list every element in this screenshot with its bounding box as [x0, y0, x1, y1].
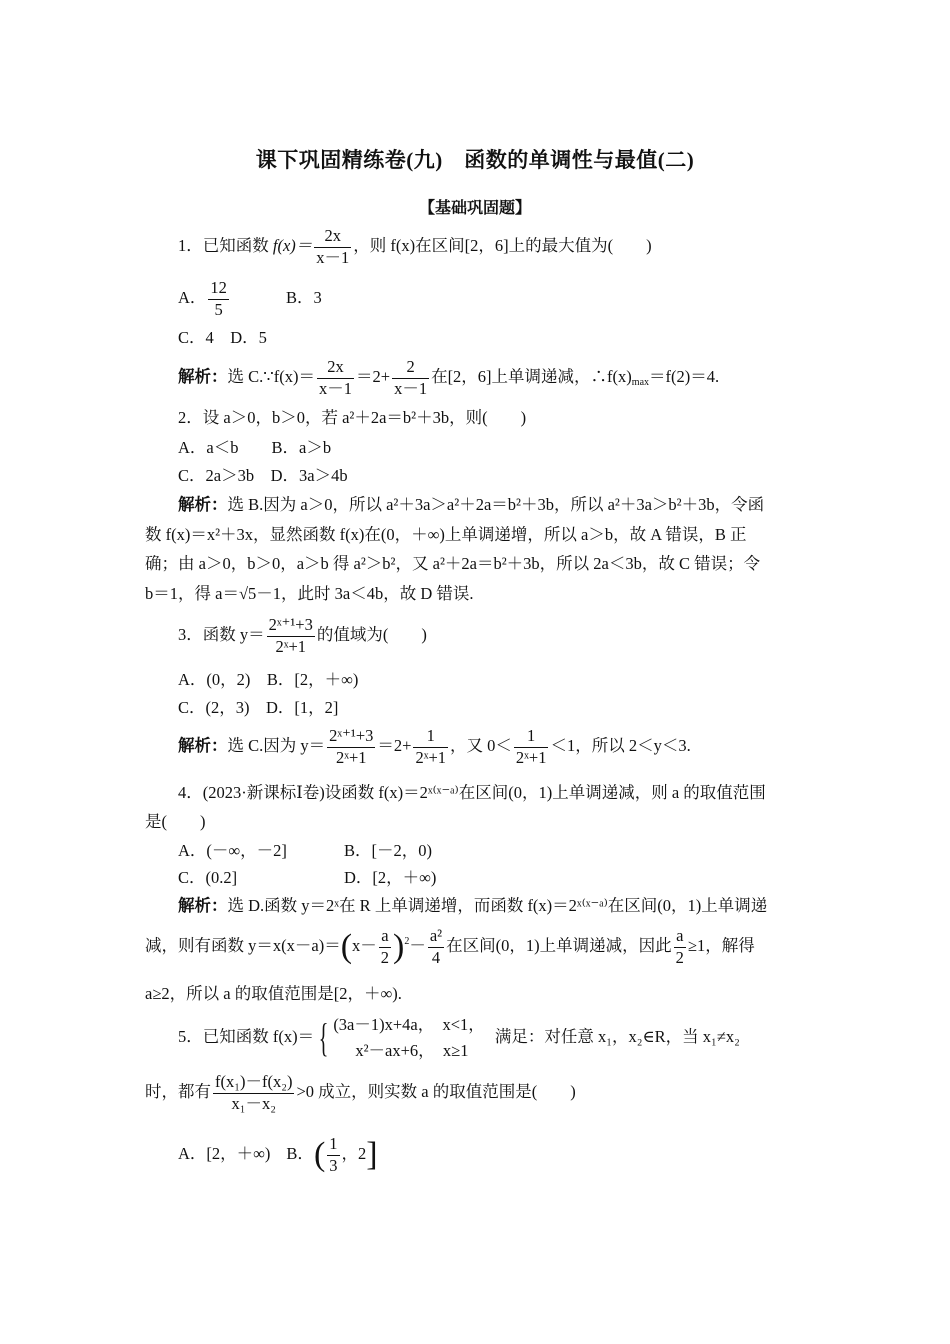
section-heading: 【基础巩固题】	[418, 200, 531, 217]
question-3-solution: 解析：选 C.因为 y＝ $\frac{\text{2ˣ⁺¹+3}}{\text{2ˣ+1}}$ ＝2+ $\frac{1}{\text{2ˣ+1}}$ ，又 0＜ $\frac{1}{\text{2ˣ+1}}$ ＜1，所以 2＜y＜3.	[178, 726, 691, 767]
question-1-solution: 解析：选 C.∵f(x)＝ $\frac{2x}{x-1}$ ＝2+ $\frac{2}{x-1}$ 在[2，6]上单调递减，$\therefore f(x)_{max}=f(2)=4$.	[178, 357, 720, 398]
question-1-stem: 1．已知函数 f(x)＝ $\frac{2x}{x-1}$ ，则 f(x)在区间[2，6]上的最大值为( )	[178, 226, 652, 267]
fraction: $\frac{2x}{x-1}$	[316, 226, 350, 267]
page-title: 课下巩固精练卷(九) 函数的单调性与最值(二)	[255, 148, 695, 172]
question-2-options-cd: C．2a＞3b D．3a＞4b	[178, 466, 348, 485]
question-2-solution-line-1: 解析：选 B.因为 a＞0，所以 a²＋3a＞a²＋2a＝b²＋3b，所以 a²＋3a＞b²＋3b，令函	[178, 495, 765, 514]
question-2-solution-line-4: b＝1，得 a＝√5－1，此时 3a＜4b，故 D 错误.	[145, 584, 474, 603]
question-5-stem: 5．已知函数 f(x)＝ { (3a－1)x+4a， x<1， x²－ax+6， x≥1 满足：对任意 x₁，x₂∈R，当 x₁≠x₂	[178, 1012, 740, 1065]
question-4-solution-line-1: 解析：选 D.函数 y＝2ˣ在 R 上单调递增，而函数 f(x)＝2ˣ⁽ˣ⁻ᵃ⁾在区间(0，1)上单调递	[178, 896, 768, 915]
question-4-stem-line-1: 4．(2023·新课标Ⅰ卷)设函数 f(x)＝2ˣ⁽ˣ⁻ᵃ⁾在区间(0，1)上单调递减，则 a 的取值范围	[178, 783, 766, 802]
question-4-option-c: C．(0.2]	[178, 868, 238, 887]
question-5-options: A．[2，＋∞) B．( $\frac{1}{3}$ ，2]	[178, 1134, 378, 1175]
question-2-solution-line-2: 数 f(x)＝x²＋3x，显然函数 f(x)在(0，＋∞)上单调递增，所以 a＞b，故 A 错误，B 正	[145, 525, 747, 544]
question-2-stem: 2．设 a＞0，b＞0，若 a²＋2a＝b²＋3b，则( )	[178, 408, 527, 427]
question-5-stem-line-2: 时，都有 $\frac{\text{f(x₁)－f(x₂)}}{\text{x₁－x₂}}$ >0 成立，则实数 a 的取值范围是( )	[145, 1072, 576, 1113]
question-4-solution-line-3: a≥2，所以 a 的取值范围是[2，＋∞).	[145, 984, 402, 1003]
fraction: $\frac{12}{5}$	[210, 278, 227, 319]
question-1-option-b: B．3	[286, 288, 322, 307]
question-3-options-ab: A．(0，2) B．[2，＋∞)	[178, 670, 359, 689]
question-1-options-cd: C．4 D．5	[178, 328, 267, 347]
question-2-solution-line-3: 确；由 a＞0，b＞0，a＞b 得 a²＞b²，又 a²＋2a＝b²＋3b，所以 2a＜3b，故 C 错误；令	[145, 554, 761, 573]
question-4-stem-line-2: 是( )	[145, 812, 206, 831]
question-3-options-cd: C．(2，3) D．[1，2]	[178, 698, 339, 717]
question-3-stem: 3．函数 y＝ $\frac{\text{2ˣ⁺¹+3}}{\text{2ˣ+1}}$ 的值域为( )	[178, 615, 427, 656]
question-4-option-d: D．[2，＋∞)	[344, 868, 437, 887]
question-4-option-b: B．[－2，0)	[344, 841, 432, 860]
question-1-option-a: A． $\frac{12}{5}$	[178, 278, 227, 319]
question-4-option-a: A．(－∞，－2]	[178, 841, 287, 860]
question-2-options-ab: A．a＜b B．a＞b	[178, 438, 332, 457]
piecewise-cases: (3a－1)x+4a， x<1， x²－ax+6， x≥1	[333, 1015, 485, 1061]
question-4-solution-line-2: 减，则有函数 y＝x(x－a)＝(x－ $\frac{a}{2}$ )$^2$－ $\frac{\text{a²}}{4}$ 在区间(0，1)上单调递减，因此 $\frac{a}{2}$ ≥1，解得	[145, 926, 755, 967]
